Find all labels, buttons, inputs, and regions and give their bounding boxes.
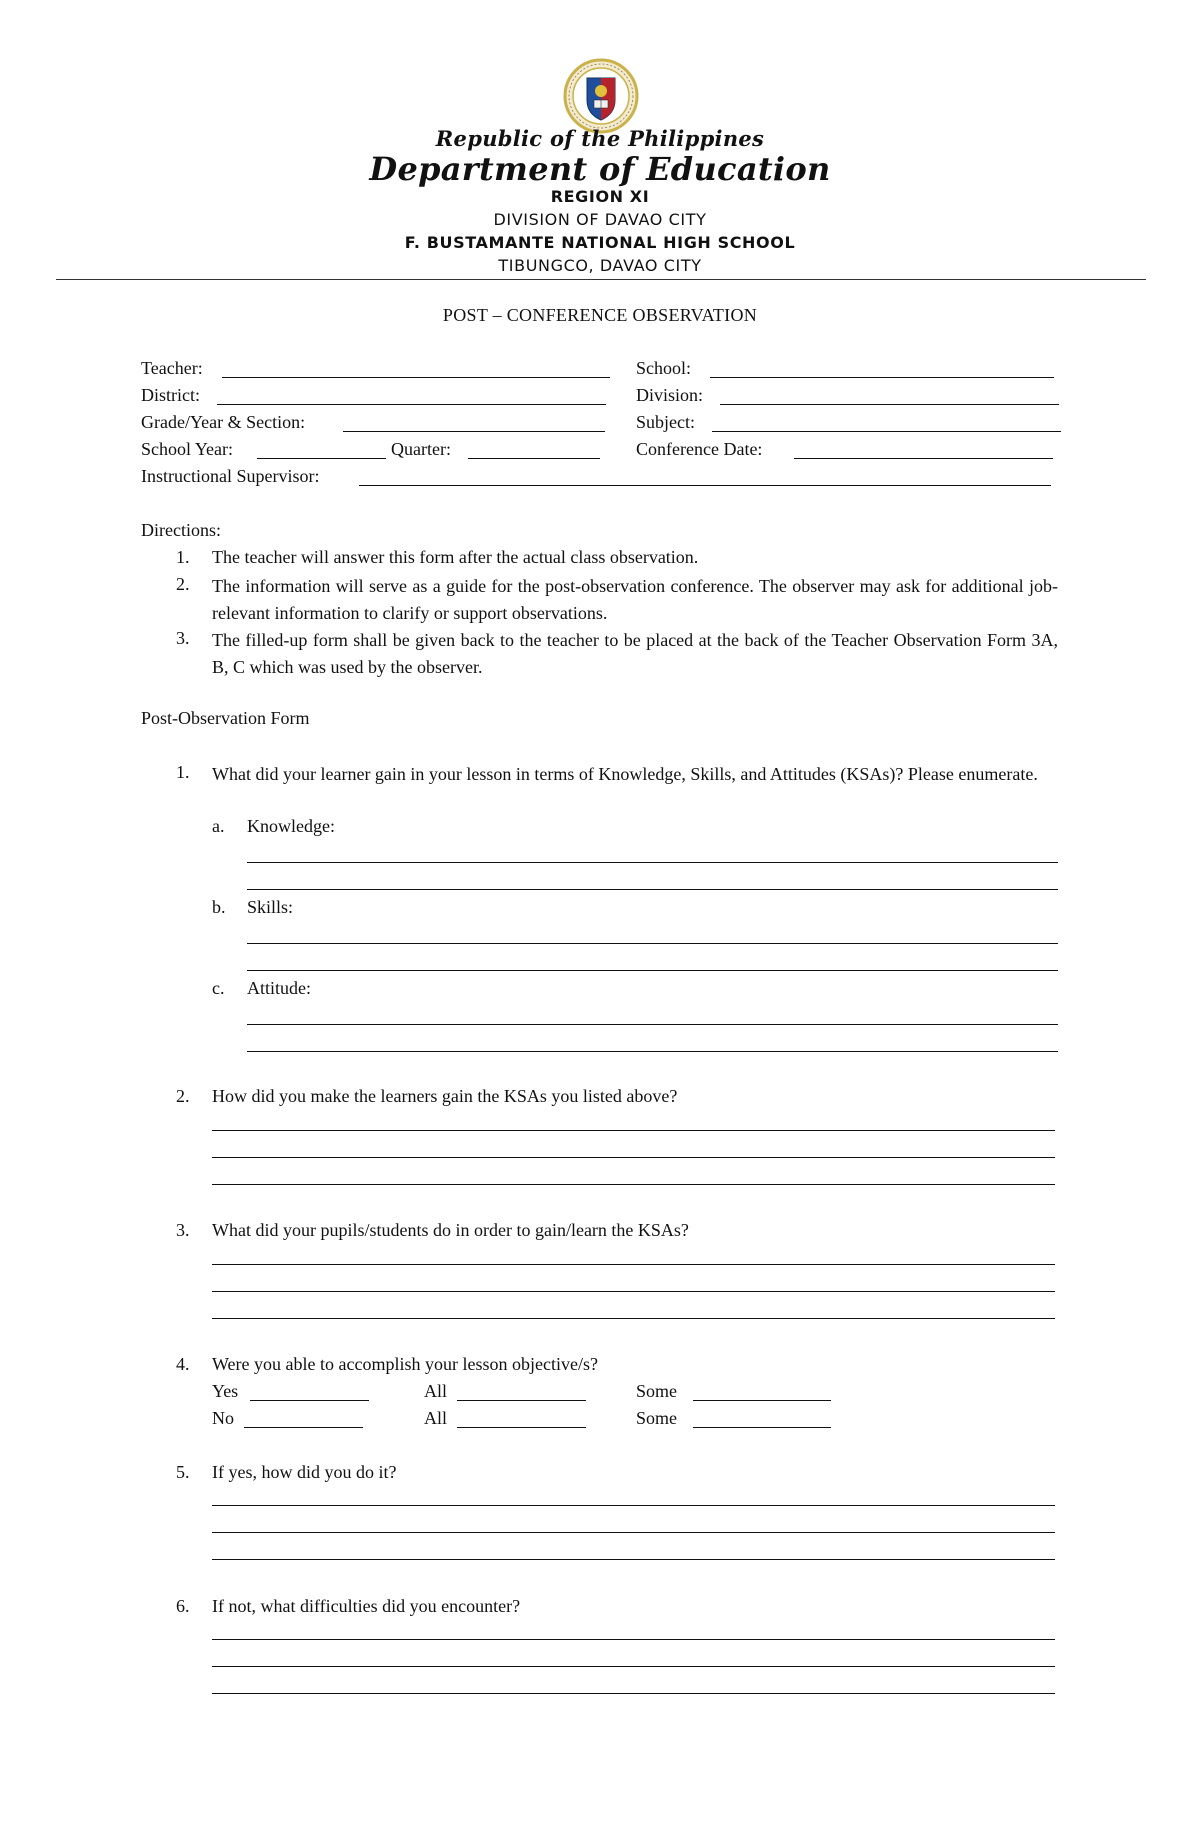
school-label: School: — [636, 358, 692, 378]
q6-answer-line[interactable] — [212, 1666, 1055, 1667]
q4-yes-label: Yes — [212, 1381, 239, 1401]
district-label: District: — [141, 385, 200, 405]
q5-text: If yes, how did you do it? — [212, 1462, 397, 1482]
q2-text: How did you make the learners gain the KSAs you listed above? — [212, 1086, 678, 1106]
q1b-answer-line[interactable] — [247, 943, 1058, 944]
division-field[interactable] — [720, 404, 1059, 405]
school-field[interactable] — [710, 377, 1054, 378]
q5-answer-line[interactable] — [212, 1532, 1055, 1533]
q3-text: What did your pupils/students do in order to gain/learn the KSAs? — [212, 1220, 689, 1240]
q4-yes-some-field[interactable] — [693, 1400, 831, 1401]
direction-1-num: 1. — [176, 547, 190, 567]
supervisor-field[interactable] — [359, 485, 1051, 486]
form-heading: Post-Observation Form — [141, 708, 310, 728]
page-title: POST – CONFERENCE OBSERVATION — [442, 305, 758, 325]
header-divider — [56, 279, 1146, 280]
grade-section-label: Grade/Year & Section: — [141, 412, 306, 432]
teacher-field[interactable] — [222, 377, 610, 378]
q4-yes-field[interactable] — [250, 1400, 369, 1401]
q1c-label: Attitude: — [247, 978, 311, 998]
grade-section-field[interactable] — [343, 431, 605, 432]
q4-no-all-label: All — [424, 1408, 448, 1428]
deped-seal — [563, 58, 639, 134]
q1c-letter: c. — [212, 978, 225, 998]
direction-1-text: The teacher will answer this form after the actual class observation. — [212, 547, 699, 567]
q4-no-all-field[interactable] — [457, 1427, 586, 1428]
q2-answer-line[interactable] — [212, 1157, 1055, 1158]
school-line: F. BUSTAMANTE NATIONAL HIGH SCHOOL — [404, 233, 796, 252]
q1a-answer-line[interactable] — [247, 889, 1058, 890]
q6-answer-line[interactable] — [212, 1639, 1055, 1640]
direction-2-num: 2. — [176, 574, 190, 594]
q3-answer-line[interactable] — [212, 1318, 1055, 1319]
q2-answer-line[interactable] — [212, 1130, 1055, 1131]
school-year-field[interactable] — [257, 458, 386, 459]
q5-answer-line[interactable] — [212, 1505, 1055, 1506]
q1-num: 1. — [176, 762, 190, 782]
district-field[interactable] — [217, 404, 606, 405]
q5-answer-line[interactable] — [212, 1559, 1055, 1560]
q1a-answer-line[interactable] — [247, 862, 1058, 863]
q4-yes-all-label: All — [424, 1381, 448, 1401]
q1b-letter: b. — [212, 897, 226, 917]
department-line: Department of Education — [369, 150, 831, 188]
q4-no-some-field[interactable] — [693, 1427, 831, 1428]
region-line: REGION XI — [550, 187, 650, 206]
q4-yes-some-label: Some — [636, 1381, 678, 1401]
q4-num: 4. — [176, 1354, 190, 1374]
q4-no-some-label: Some — [636, 1408, 678, 1428]
q3-num: 3. — [176, 1220, 190, 1240]
division-line: DIVISION OF DAVAO CITY — [493, 210, 707, 229]
q6-num: 6. — [176, 1596, 190, 1616]
q1-text: What did your learner gain in your lesson in terms of Knowledge, Skills, and Attitudes (KSAs)? Please enumerate. — [212, 764, 1038, 784]
conference-date-field[interactable] — [794, 458, 1053, 459]
q2-num: 2. — [176, 1086, 190, 1106]
q1c-answer-line[interactable] — [247, 1024, 1058, 1025]
subject-field[interactable] — [712, 431, 1061, 432]
school-year-label: School Year: — [141, 439, 234, 459]
supervisor-label: Instructional Supervisor: — [141, 466, 320, 486]
q1b-label: Skills: — [247, 897, 294, 917]
q3-answer-line[interactable] — [212, 1264, 1055, 1265]
teacher-label: Teacher: — [141, 358, 203, 378]
q6-answer-line[interactable] — [212, 1693, 1055, 1694]
quarter-field[interactable] — [468, 458, 600, 459]
directions-heading: Directions: — [141, 520, 221, 540]
quarter-label: Quarter: — [391, 439, 451, 459]
direction-2-text: The information will serve as a guide for the post-observation conference. The observer may ask for additional job-relevant information to clarify or support observations. — [212, 576, 1058, 623]
q2-answer-line[interactable] — [212, 1184, 1055, 1185]
q4-yes-all-field[interactable] — [457, 1400, 586, 1401]
q3-answer-line[interactable] — [212, 1291, 1055, 1292]
republic-line: Republic of the Philippines — [435, 126, 765, 151]
q4-no-label: No — [212, 1408, 234, 1428]
q6-text: If not, what difficulties did you encounter? — [212, 1596, 521, 1616]
q1b-answer-line[interactable] — [247, 970, 1058, 971]
direction-3-num: 3. — [176, 628, 190, 648]
q4-text: Were you able to accomplish your lesson objective/s? — [212, 1354, 598, 1374]
conference-date-label: Conference Date: — [636, 439, 763, 459]
location-line: TIBUNGCO, DAVAO CITY — [498, 256, 702, 275]
q1c-answer-line[interactable] — [247, 1051, 1058, 1052]
division-label: Division: — [636, 385, 704, 405]
q5-num: 5. — [176, 1462, 190, 1482]
q4-no-field[interactable] — [244, 1427, 363, 1428]
q1a-letter: a. — [212, 816, 225, 836]
q1a-label: Knowledge: — [247, 816, 335, 836]
direction-3-text: The filled-up form shall be given back to the teacher to be placed at the back of the Teacher Observation Form 3A, B, C which was used by the observer. — [212, 630, 1058, 677]
subject-label: Subject: — [636, 412, 695, 432]
